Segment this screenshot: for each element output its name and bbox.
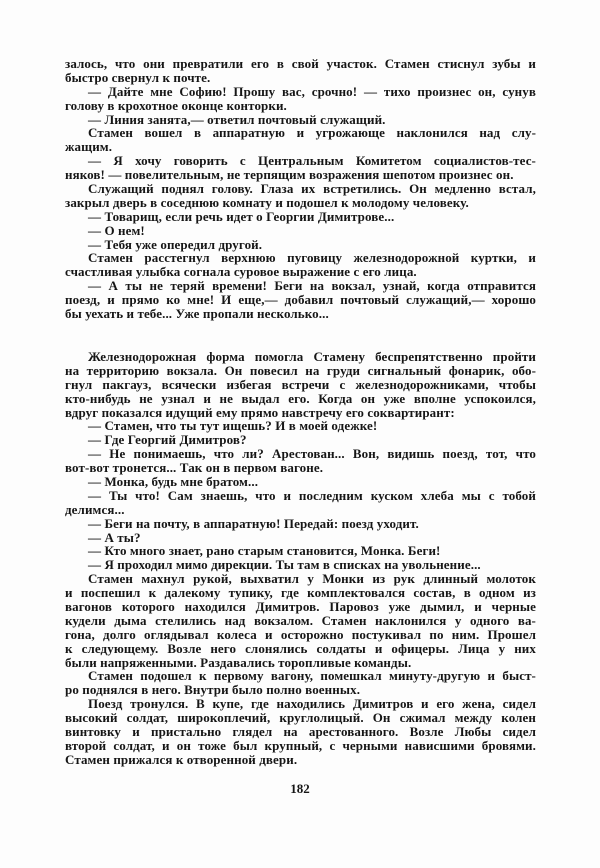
paragraph — [65, 154, 536, 182]
text-line: делимся... — [65, 501, 125, 517]
page-number: 182 — [290, 781, 310, 796]
text-line: гона, долго оглядывал колеса и осторожно постукивал по ним. Прошел — [65, 626, 536, 642]
text-line: — А ты? — [88, 529, 141, 545]
text-line: Стамен расстегнул верхнюю пуговицу железнодорожной куртки, и — [88, 250, 536, 266]
paragraph — [65, 517, 536, 531]
text-line: Служащий поднял голову. Глаза их встретились. Он медленно встал, — [88, 181, 536, 197]
text-line: к следующему. Возле него слонялись солдаты и офицеры. Лица у них — [65, 640, 536, 656]
text-line: — Тебя уже опередил другой. — [88, 236, 263, 252]
text-line: — Товарищ, если речь идет о Георгии Димитрове... — [88, 208, 395, 224]
text-line: — Кто много знает, рано старым становится, Монка. Беги! — [88, 543, 441, 559]
text-line: кудели дыма стелились над вокзалом. Стамен наклонился у одного ва- — [65, 612, 536, 628]
text-line: — Монка, будь мне братом... — [88, 474, 259, 490]
text-line: няков! — повелительным, не терпящим возражения шепотом произнес он. — [65, 167, 514, 183]
text-line: счастливая улыбка согнала суровое выражение с его лица. — [65, 264, 417, 280]
text-line: поезд, и прямо ко мне! И еще,— добавил почтовый служащий,— хорошо — [65, 292, 536, 308]
paragraph — [65, 279, 536, 321]
text-line: винтовку и пристально глядел на арестованного. Возле Любы сидел — [65, 724, 536, 740]
text-line: — Не понимаешь, что ли? Арестован... Вон, видишь поезд, тот, что — [88, 446, 536, 462]
text-section-2 — [65, 350, 536, 767]
text-line: — Дайте мне Софию! Прошу вас, срочно! — тихо произнес он, сунув — [88, 83, 536, 99]
text-line: и поспешил к далекому тупику, где комплектовался состав, в одном из — [65, 585, 536, 601]
paragraph — [65, 669, 536, 697]
text-line: быстро свернул к почте. — [65, 69, 211, 85]
paragraph — [65, 182, 536, 210]
text-line: Стамен подошел к первому вагону, помешкал минуту-другую и быст- — [88, 668, 536, 684]
paragraph — [65, 558, 536, 572]
text-line: жащим. — [65, 139, 113, 155]
text-line: — О нем! — [88, 222, 145, 238]
text-line: Железнодорожная форма помогла Стамену беспрепятственно пройти — [88, 349, 536, 364]
text-line: Стамен вошел в аппаратную и угрожающе наклонился над слу- — [88, 125, 536, 141]
paragraph — [65, 251, 536, 279]
paragraph — [65, 57, 536, 85]
text-line: ро поднялся в него. Внутри было полно военных. — [65, 682, 361, 698]
paragraph — [65, 531, 536, 545]
text-line: закрыл дверь в соседнюю комнату и подошел к молодому человеку. — [65, 194, 469, 210]
text-line: — Где Георгий Димитров? — [88, 432, 247, 448]
paragraph — [65, 210, 536, 224]
paragraph — [65, 113, 536, 127]
paragraph — [65, 85, 536, 113]
text-line: были напряженными. Раздавались торопливые команды. — [65, 654, 412, 670]
text-line: бы уехать и тебе... Уже пропали несколько... — [65, 306, 329, 322]
text-line: — А ты не теряй времени! Беги на вокзал, узнай, когда отправится — [88, 278, 536, 294]
paragraph — [65, 419, 536, 433]
text-line: — Линия занята,— ответил почтовый служащий. — [88, 111, 386, 127]
text-line: — Я хочу говорить с Центральным Комитетом социалистов-тес- — [88, 153, 536, 169]
text-line: — Я проходил мимо дирекции. Ты там в списках на увольнение... — [88, 557, 481, 573]
text-line: — Ты что! Сам знаешь, что и последним куском хлеба мы с тобой — [88, 487, 536, 503]
text-line: Стамен прижался к отворенной двери. — [65, 751, 298, 767]
text-line: высокий солдат, широкоплечий, круглолицый. Он сжимал между колен — [65, 710, 536, 726]
text-line: — Беги на почту, в аппаратную! Передай: поезд уходит. — [88, 515, 419, 531]
text-line: Поезд тронулся. В купе, где находились Димитров и его жена, сидел — [88, 696, 536, 712]
text-line: вдруг показался идущий ему прямо навстречу его соквартирант: — [65, 404, 455, 420]
paragraph — [65, 572, 536, 669]
paragraph — [65, 433, 536, 447]
paragraph — [65, 475, 536, 489]
text-line: второй солдат, и он тоже был крупный, с черными нависшими бровями. — [65, 737, 536, 753]
text-line: голову в крохотное оконце конторки. — [65, 97, 287, 113]
text-line: — Стамен, что ты тут ищешь? И в моей одежке! — [88, 418, 378, 434]
text-line: кто-нибудь не узнал и не выдал его. Когда он уже вполне успокоился, — [65, 390, 536, 406]
text-line: вагонов которого находился Димитров. Паровоз уже дымил, и черные — [65, 599, 536, 615]
text-line: на территорию вокзала. Он повесил на груди сигнальный фонарик, обо- — [65, 362, 536, 378]
text-line: Стамен махнул рукой, выхватил у Монки из рук длинный молоток — [88, 571, 536, 587]
text-line: залось, что они превратили его в свой участок. Стамен стиснул зубы и — [65, 56, 536, 71]
paragraph — [65, 350, 536, 419]
text-section-1 — [65, 57, 536, 321]
text-line: гнул пакгауз, всячески избегая встречи с железнодорожниками, чтобы — [65, 376, 536, 392]
paragraph — [65, 697, 536, 766]
paragraph — [65, 126, 536, 154]
paragraph — [65, 489, 536, 517]
paragraph — [65, 238, 536, 252]
paragraph — [65, 544, 536, 558]
paragraph — [65, 447, 536, 475]
text-line: вот-вот тронется... Так он в первом вагоне. — [65, 460, 324, 476]
paragraph — [65, 224, 536, 238]
